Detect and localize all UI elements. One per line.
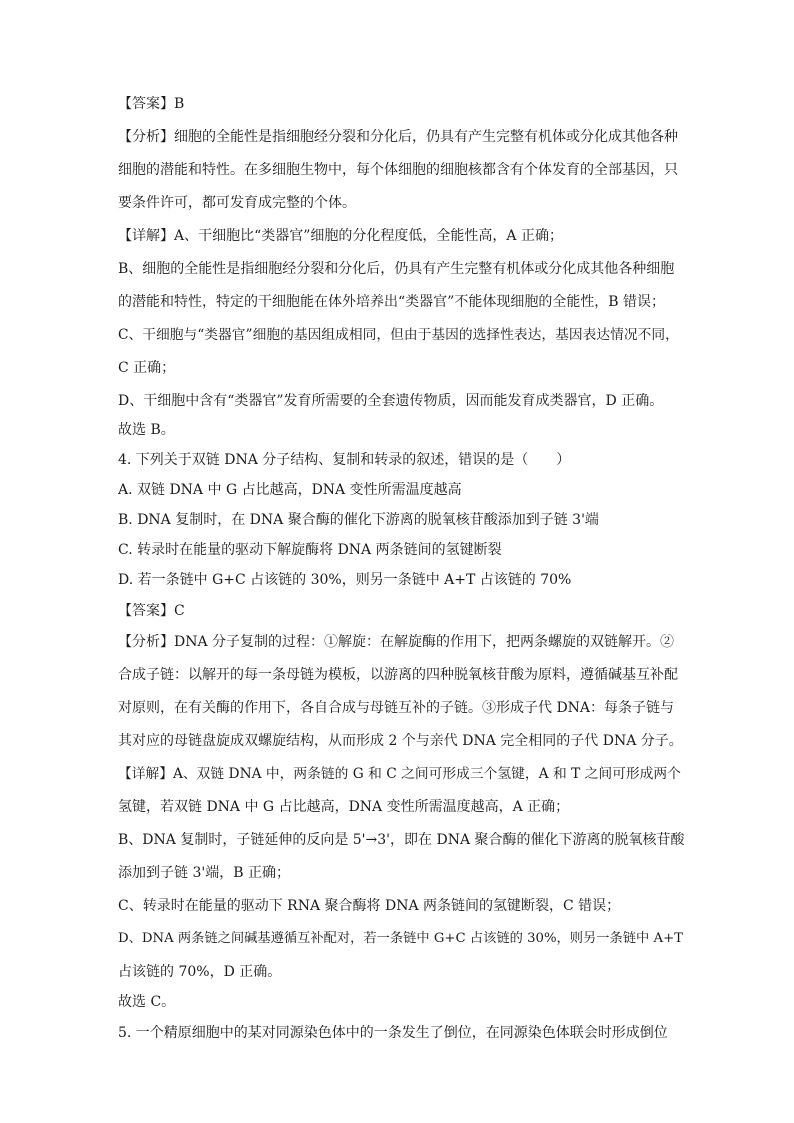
choice-line-q4: 故选 C。 [118, 994, 176, 1010]
analysis-q4-line-4: 其对应的母链盘旋成双螺旋结构，从而形成 2 个与亲代 DNA 完全相同的子代 DNA 分子。 [118, 733, 683, 749]
analysis-line-2: 细胞的潜能和特性。在多细胞生物中，每个体细胞的细胞核都含有个体发育的全部基因，只 [118, 162, 678, 178]
analysis-line-3: 要条件许可，都可发育成完整的个体。 [118, 195, 356, 211]
question-4-option-b: B. DNA 复制时，在 DNA 聚合酶的催化下游离的脱氧核苷酸添加到子链 3'端 [118, 512, 599, 528]
explanation-q4-line-6: D、DNA 两条链之间碱基遵循互补配对，若一条链中 G+C 占该链的 30%，则另一条链中 A+T [118, 931, 684, 946]
analysis-q4-line-1: 【分析】DNA 分子复制的过程：①解旋：在解旋酶的作用下，把两条螺旋的双链解开。② [118, 634, 675, 650]
explanation-q4-line-4: 添加到子链 3'端，B 正确； [118, 865, 290, 881]
question-5-stem: 5. 一个精原细胞中的某对同源染色体中的一条发生了倒位，在同源染色体联会时形成倒位 [118, 1025, 668, 1041]
explanation-q4-line-2: 氢键，若双链 DNA 中 G 占比越高，DNA 变性所需温度越高，A 正确； [118, 799, 570, 815]
explanation-q4-line-5: C、转录时在能量的驱动下 RNA 聚合酶将 DNA 两条链间的氢键断裂，C 错误； [118, 898, 621, 914]
explanation-line-1: 【详解】A、干细胞比“类器官”细胞的分化程度低，全能性高，A 正确； [118, 228, 563, 244]
explanation-line-4: C、干细胞与“类器官”细胞的基因组成相同，但由于基因的选择性表达，基因表达情况不同， [118, 327, 679, 343]
explanation-q4-line-1: 【详解】A、双链 DNA 中，两条链的 G 和 C 之间可形成三个氢键，A 和 T 之间可形成两个 [118, 766, 681, 782]
answer-label-q4: 【答案】C [118, 603, 185, 619]
explanation-q4-line-7: 占该链的 70%，D 正确。 [118, 964, 282, 980]
explanation-q4-line-3: B、DNA 复制时，子链延伸的反向是 5'→3'，即在 DNA 聚合酶的催化下游离的脱氧核苷酸 [118, 832, 685, 848]
analysis-line-1: 【分析】细胞的全能性是指细胞经分裂和分化后，仍具有产生完整有机体或分化成其他各种 [118, 129, 678, 145]
question-4-option-a: A. 双链 DNA 中 G 占比越高，DNA 变性所需温度越高 [118, 482, 462, 498]
question-4-option-d: D. 若一条链中 G+C 占该链的 30%，则另一条链中 A+T 占该链的 70% [118, 572, 572, 588]
explanation-line-3: 的潜能和特性，特定的干细胞能在体外培养出“类器官”不能体现细胞的全能性，B 错误； [118, 294, 666, 310]
explanation-line-6: D、干细胞中含有“类器官”发育所需要的全套遗传物质，因而能发育成类器官，D 正确。 [118, 393, 664, 409]
answer-label-q3: 【答案】B [118, 96, 185, 112]
question-4-option-c: C. 转录时在能量的驱动下解旋酶将 DNA 两条链间的氢键断裂 [118, 542, 502, 558]
explanation-line-2: B、细胞的全能性是指细胞经分裂和分化后，仍具有产生完整有机体或分化成其他各种细胞 [118, 261, 675, 277]
analysis-q4-line-3: 对原则，在有关酶的作用下，各自合成与母链互补的子链。③形成子代 DNA：每条子链与 [118, 700, 675, 716]
explanation-line-5: C 正确； [118, 360, 176, 376]
choice-line-q3: 故选 B。 [118, 422, 175, 438]
question-4-stem: 4. 下列关于双链 DNA 分子结构、复制和转录的叙述，错误的是（ ） [118, 452, 571, 468]
analysis-q4-line-2: 合成子链：以解开的每一条母链为模板，以游离的四种脱氧核苷酸为原料，遵循碱基互补配 [118, 667, 678, 683]
